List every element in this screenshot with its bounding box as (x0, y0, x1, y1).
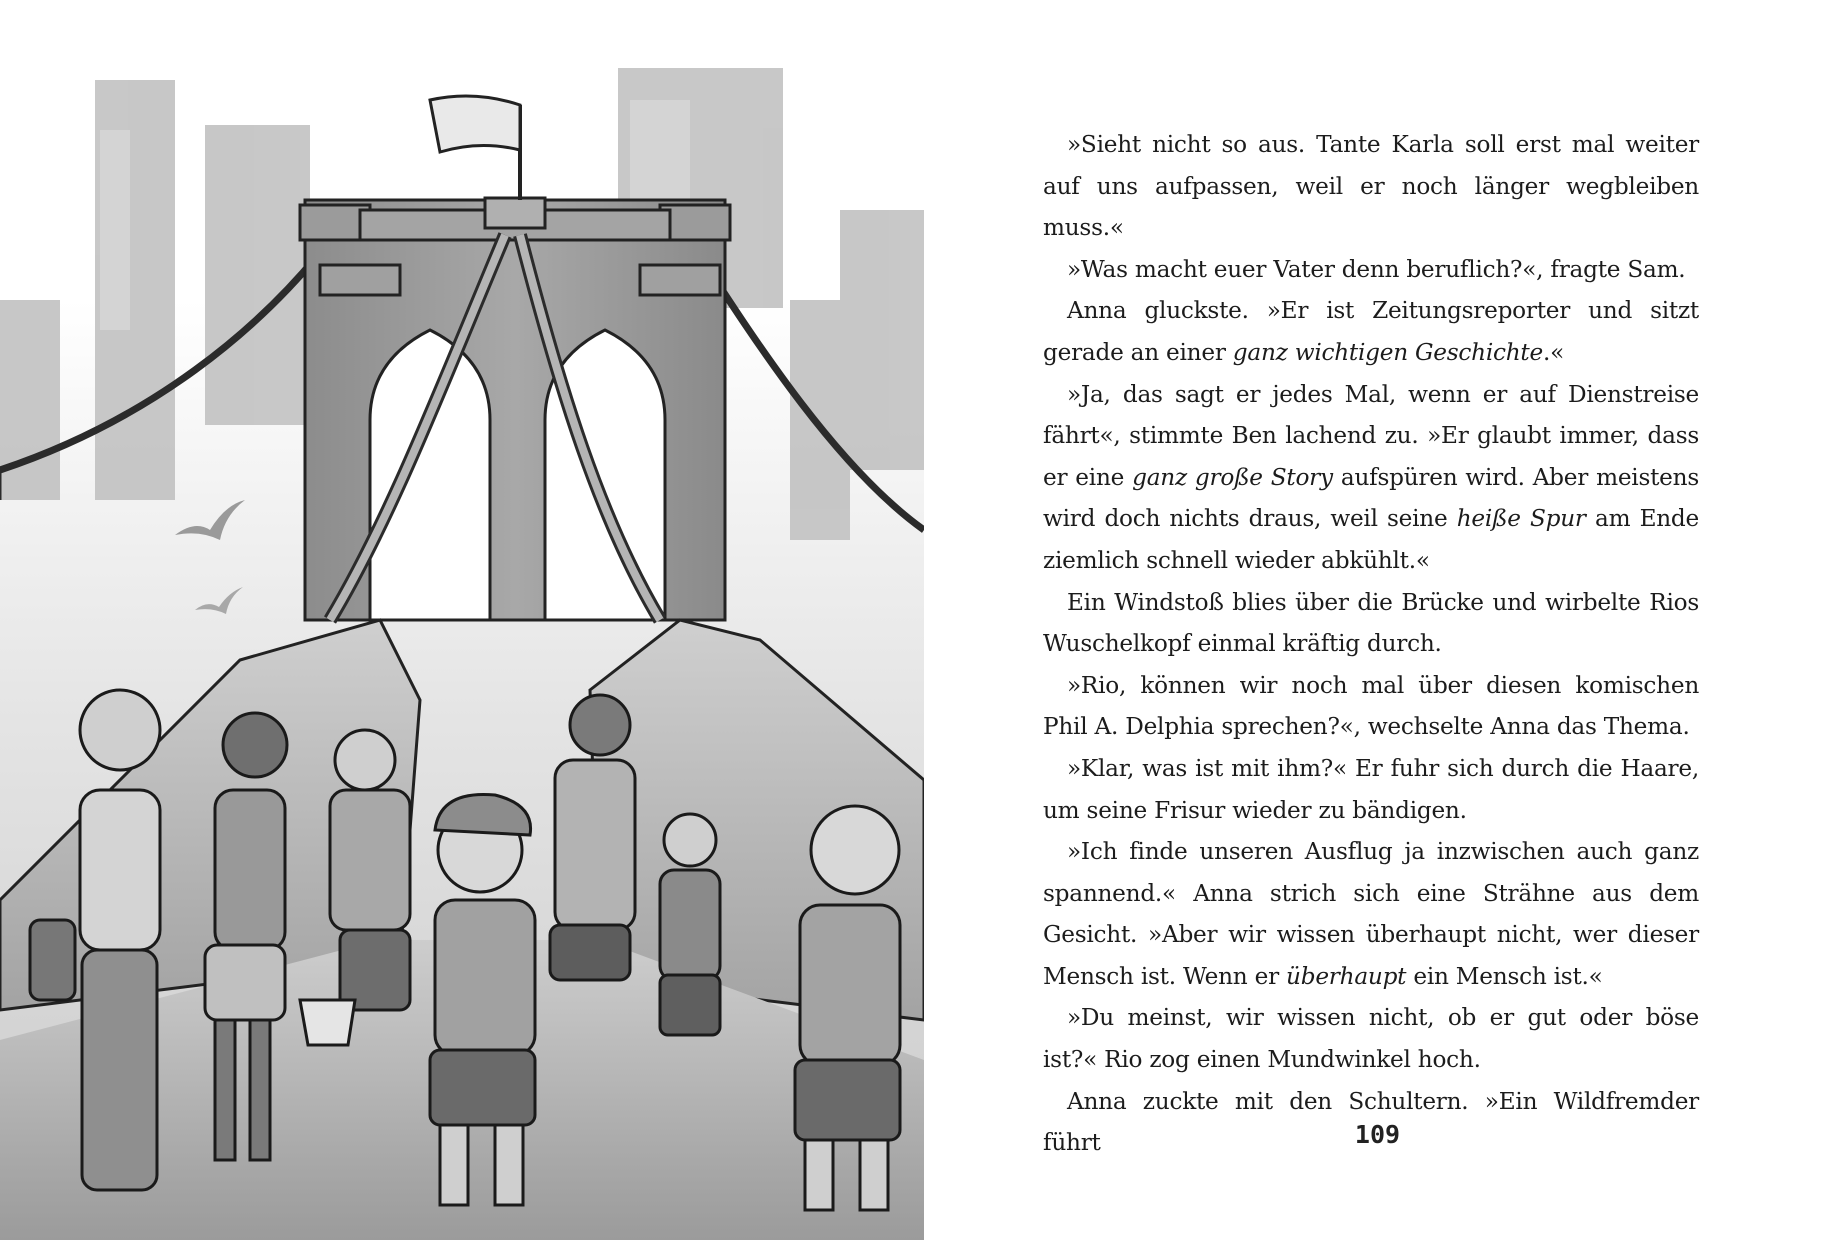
italic-run: ganz große Story (1132, 463, 1333, 491)
text-run: »Klar, was ist mit ihm?« Er fuhr sich durch die Haare, um seine Frisur wieder zu bändigen. (1043, 754, 1699, 824)
text-page (924, 0, 1831, 1240)
paragraph (1043, 374, 1699, 582)
paragraph (1043, 582, 1699, 665)
page-number: 109 (1354, 1120, 1401, 1149)
text-run: »Was macht euer Vater denn beruflich?«, fragte Sam. (1067, 255, 1686, 283)
text-run: »Sieht nicht so aus. Tante Karla soll erst mal weiter auf uns aufpassen, weil er noch länger wegbleiben muss.« (1043, 131, 1699, 242)
text-run: aufspüren wird. Aber meistens wird doch nichts draus, weil seine (1043, 463, 1699, 533)
paragraph (1043, 249, 1699, 291)
text-run: »Ja, das sagt er jedes Mal, wenn er auf Dienstreise fährt«, stimmte Ben lachend zu. »Er glaubt immer, dass er eine (1043, 380, 1699, 491)
tower-arch-left (370, 330, 490, 620)
text-run: Anna zuckte mit den Schultern. »Ein Wildfremder führt (1043, 1087, 1699, 1157)
text-run: »Du meinst, wir wissen nicht, ob er gut oder böse ist?« Rio zog einen Mundwinkel hoch. (1043, 1004, 1699, 1074)
paragraph (1043, 748, 1699, 831)
paint-bucket-icon (300, 1000, 355, 1045)
text-run: Anna gluckste. »Er ist Zeitungsreporter und sitzt gerade an einer (1043, 297, 1699, 366)
text-run: Ein Windstoß blies über die Brücke und wirbelte Rios Wuschelkopf einmal kräftig durch. (1043, 588, 1699, 658)
text-run: »Rio, können wir noch mal über diesen komischen Phil A. Delphia sprechen?«, wechselte Anna das Thema. (1043, 671, 1699, 741)
body-text (1043, 124, 1699, 1164)
paragraph (1043, 665, 1699, 748)
paragraph (1043, 831, 1699, 997)
text-run: »Ich finde unseren Ausflug ja inzwischen auch ganz spannend.« Anna strich sich eine Strähne aus dem Gesicht. »Aber wir wissen überhaupt nicht, wer dieser Mensch ist. Wenn er (1043, 838, 1699, 990)
paragraph (1043, 997, 1699, 1080)
text-run: ein Mensch ist.« (1406, 962, 1603, 990)
paragraph (1043, 124, 1699, 249)
paragraph (1043, 290, 1699, 373)
italic-run: ganz wichtigen Geschichte (1232, 338, 1543, 366)
italic-run: heiße Spur (1456, 505, 1586, 533)
text-run: am Ende ziemlich schnell wieder abkühlt.« (1043, 505, 1699, 574)
italic-run: überhaupt (1286, 962, 1407, 990)
text-run: .« (1542, 338, 1565, 366)
flag-icon (430, 96, 520, 200)
